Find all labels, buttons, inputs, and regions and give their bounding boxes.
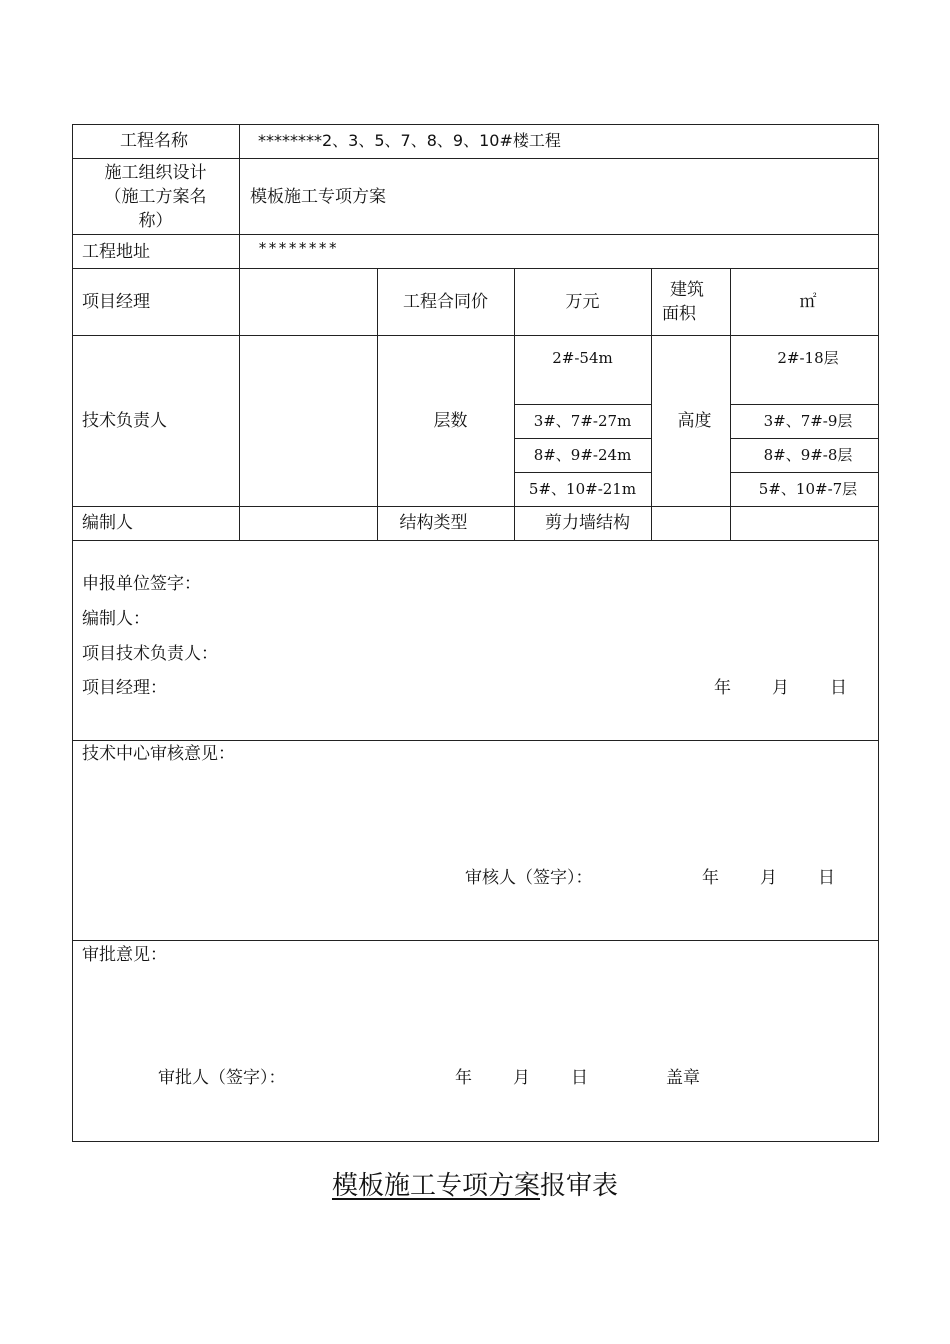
submit-compiler-label: 编制人： [82,609,150,629]
project-name-label: 工程名称 [120,131,188,151]
area-label-line2: 面积 [662,304,696,324]
col-border [239,124,240,541]
height-cell: 8#、9#-24m [533,446,632,464]
height-cell: 5#、10#-21m [528,480,637,498]
row-border [514,404,651,405]
row-border [72,335,879,336]
review-month: 月 [760,868,777,888]
row-border [72,506,879,507]
approval-day: 日 [571,1068,588,1088]
reviewer-label: 审核人（签字）： [465,868,593,888]
contract-label: 工程合同价 [403,292,488,312]
row-border [72,124,879,125]
height-label: 高度 [677,411,712,431]
design-value: 模板施工专项方案 [250,187,386,207]
submit-day: 日 [830,678,847,698]
area-unit: ㎡ [799,292,817,312]
review-title: 技术中心审核意见： [82,744,235,764]
row-border [72,268,879,269]
unit-sign-label: 申报单位签字： [82,574,201,594]
row-border [730,438,879,439]
structure-label: 结构类型 [399,513,468,533]
floors-label: 层数 [433,411,468,431]
floors-cell: 5#、10#-7层 [758,480,858,498]
row-border [730,404,879,405]
floors-cell: 2#-18层 [777,349,839,367]
row-border [72,1141,879,1142]
address-label: 工程地址 [82,242,150,262]
contract-unit: 万元 [565,292,600,312]
approval-year: 年 [455,1068,472,1088]
tech-label: 技术负责人 [82,411,167,431]
structure-value: 剪力墙结构 [545,513,630,533]
project-name-value: ********2、3、5、7、8、9、10#楼工程 [258,131,561,150]
submit-month: 月 [772,678,789,698]
design-label-line3: 称） [138,211,173,231]
seal-label: 盖章 [666,1068,700,1088]
row-border [72,740,879,741]
approval-title: 审批意见： [82,945,167,965]
manager-label: 项目经理 [82,292,150,312]
height-cell: 3#、7#-27m [533,412,632,430]
review-day: 日 [818,868,835,888]
col-border [878,124,879,1142]
approval-month: 月 [513,1068,530,1088]
row-border [72,158,879,159]
floors-cell: 3#、7#-9层 [763,412,853,430]
row-border [72,234,879,235]
approver-label: 审批人（签字）： [158,1068,286,1088]
col-border [72,124,73,1142]
design-label-line1: 施工组织设计 [104,163,207,183]
document-title-rest: 报审表 [540,1171,619,1201]
submit-year: 年 [714,678,731,698]
submit-manager-label: 项目经理： [82,678,167,698]
document-title-underlined: 模板施工专项方案 [331,1171,540,1201]
row-border [72,940,879,941]
submit-tech-lead-label: 项目技术负责人： [82,644,218,664]
document-title [0,1166,950,1206]
compiler-label: 编制人 [82,513,133,533]
area-label-line1: 建筑 [670,280,704,300]
address-value: ******** [258,239,339,257]
review-year: 年 [702,868,719,888]
design-label-line2: （施工方案名 [104,187,207,207]
row-border [730,472,879,473]
row-border [514,472,651,473]
row-border [514,438,651,439]
floors-cell: 8#、9#-8层 [763,446,853,464]
row-border [72,540,879,541]
height-cell: 2#-54m [552,349,613,367]
